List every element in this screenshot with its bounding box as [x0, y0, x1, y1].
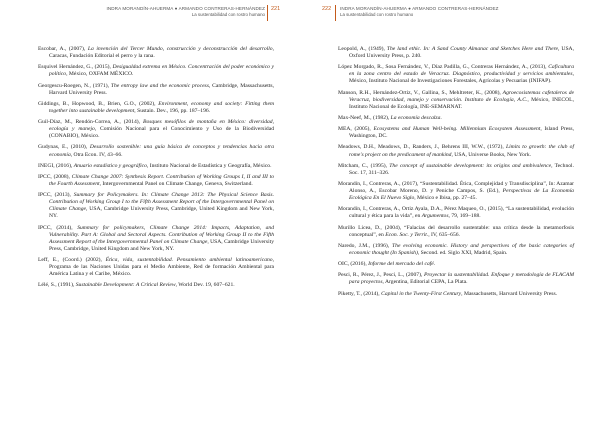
reference-title: The entropy law and the economic process: [110, 82, 209, 89]
reference-publication: , México, Instituto Nacional de Investigaciones Forestales, Agrícolas y Pecuarias (INIFAP).: [349, 71, 574, 85]
reference-publication: , Intergovernmental Panel on Climate Change, Geneva, Switzerland.: [99, 181, 253, 188]
reference-authors: Mitcham, C., (1995),: [338, 162, 390, 169]
reference-publication: , Otra Econ. IV, 43–66.: [70, 151, 123, 158]
reference-publication: , IV, 635–656.: [428, 231, 460, 238]
reference-authors: Leff, E., (Coord.) (2002),: [38, 257, 106, 263]
reference-authors: López Morgado, R., Sosa Fernández, V., Díaz Padilla, G., Contreras Hernández, A., (2013),: [338, 64, 549, 71]
reference-publication: , Technol. Soc. 17, 311–326.: [349, 162, 574, 176]
reference-publication: , USA, Oxford University Press, p. 240.: [349, 46, 574, 60]
reference-title: Caficultura en la zona centro del estado de Veracruz. Diagnóstico, productividad y servicios ambientales: [349, 64, 574, 78]
reference-title: Limits to growth: the club of rome's project on the predicament of mankind: [349, 144, 574, 158]
reference-entry: [338, 291, 574, 298]
page-number: 221: [271, 6, 281, 12]
reference-entry: [38, 119, 274, 140]
running-header: [340, 6, 510, 28]
reference-publication: , México, INECOL, Instituto Nacional de Ecología, INE-SEMARNAT.: [349, 96, 574, 110]
reference-authors: MEA, (2005),: [338, 126, 374, 133]
reference-authors: Georgescu-Roegen, N., (1971),: [38, 82, 111, 89]
reference-title: Capital in the Twenty-First Century: [381, 290, 462, 297]
reference-authors: Gudynas, E., (2010),: [38, 144, 90, 151]
reference-title: Ética, vida, sustentabilidad. Pensamiento ambiental latinoamericano: [105, 257, 273, 263]
reference-publication: , México, OXFAM MÉXICO.: [66, 71, 134, 78]
reference-title: Desarrollo sostenible: una guía básica de conceptos y tendencias hacia otra economía: [49, 144, 274, 158]
reference-publication: , Instituto Nacional de Estadística y Geografía, México.: [146, 162, 272, 169]
reference-title: Agroecosistemas cafetaleros de Veracruz, biodiversidad, manejo y conservación. Instituto de Ecología, A.C.: [349, 89, 574, 103]
reference-authors: Naredo, J.M., (1996),: [338, 242, 393, 249]
header-divider: [267, 5, 268, 21]
reference-publication: , USA, Cambridge University Press, Cambridge, United Kingdom and New York, NY.: [49, 206, 274, 220]
running-header: [100, 6, 265, 28]
reference-authors: Manson, R.H., Hernández-Ortiz, V., Gallina, S., Mehltreter, K., (2008),: [338, 89, 503, 96]
reference-publication: , USA, Universe Books, New York.: [451, 151, 532, 158]
reference-authors: IPCC, (2008),: [38, 173, 72, 180]
reference-entry: [338, 126, 574, 140]
right-page: [300, 0, 600, 440]
reference-title: Econ. Soc. y Territ.: [385, 231, 429, 238]
reference-publication: , Cambridge, Massachusetts, Harvard University Press.: [49, 82, 274, 96]
header-title: La sustentabilidad con rostro humano: [340, 12, 414, 17]
reference-entry: [38, 101, 274, 115]
reference-entry: [338, 261, 574, 268]
reference-title: La invención del Tercer Mundo, construcción y deconstrucción del desarrollo: [87, 46, 273, 52]
reference-title: Proyectar la sustentabilidad. Enfoque y metodología de FLACAM para proyectos: [349, 272, 574, 286]
reference-authors: Leopold, A., (1949),: [338, 46, 387, 52]
reference-title: The land ethic. In: A Sand County Almanac and Sketches Here and There: [386, 46, 559, 52]
reference-authors: IPCC, (2013),: [38, 192, 74, 199]
reference-publication: , World Dev. 19, 607–621.: [175, 282, 235, 289]
reference-title: Sustainable Development: A Critical Review: [75, 282, 176, 289]
reference-entry: [38, 64, 274, 78]
reference-entry: [338, 243, 574, 257]
reference-entry: [338, 64, 574, 85]
reference-publication: .: [440, 114, 442, 121]
reference-title: Anuario estadístico y geográfico: [73, 162, 147, 169]
reference-entry: [338, 144, 574, 158]
reference-list: [38, 46, 274, 294]
header-divider: [335, 5, 336, 21]
reference-publication: .: [433, 261, 436, 268]
reference-entry: [338, 115, 574, 122]
reference-authors: IPCC, (2014),: [38, 224, 78, 231]
reference-publication: , USA, Cambridge University Press, Cambridge, United Kingdom and New York, NY.: [49, 238, 274, 252]
reference-authors: Pesci, R., Pérez, J., Pesci, L., (2007),: [338, 272, 425, 279]
reference-authors: Escobar, A., (2007),: [38, 46, 88, 52]
reference-publication: , Programa de las Naciones Unidas para el Medio Ambiente, Red de formación Ambiental para América Latina y el Caribe, México.: [49, 257, 274, 278]
reference-entry: [38, 225, 274, 253]
reference-authors: Lélé, S., (1991),: [38, 282, 76, 289]
reference-authors: Murillo Licea, D., (2004), “Falacias del desarrollo sustentable: una crítica desde la metamorfosis conceptual”, en: [338, 224, 574, 238]
reference-entry: [38, 282, 274, 289]
reference-entry: [38, 163, 274, 170]
reference-entry: [338, 163, 574, 177]
reference-authors: Max-Neef, M., (1982),: [338, 114, 391, 121]
header-authors: INDRA MORANDÍN-AHUERMA ● ARMANDO CONTRERAS-HERNÁNDEZ: [340, 6, 499, 11]
reference-authors: Morandín, I., Contreras, A., (2017), “Sustentabilidad. Ética, Complejidad y Transdisciplina”, In: Azamar Alonso, A., Escobar Moreno, D. y Peniche Campos, S. (Ed.),: [338, 181, 574, 195]
reference-title: The concept of sustainable development: its origins and ambivalence: [389, 162, 552, 169]
reference-title: Argumentos: [421, 213, 449, 220]
reference-title: Summary for policymakers, Climate Change 2014: Impacts, Adaptation, and Vulnerability. Part A: Global and Sectoral Aspects. Contribution of Working Group II to the Fifth Assessment Report of the Intergovernmental Panel on Climate Change: [49, 224, 275, 245]
reference-authors: Morandín, I., Contreras, A., Ortiz Ayala, D.A., Pérez Maqueo, O., (2015), “La sustentabilidad, evolución cultural y ética para la vida”, en: [338, 206, 574, 220]
reference-publication: , Island Press, Washington, DC.: [349, 126, 574, 140]
reference-authors: Esquivel Hernández, G., (2015),: [38, 64, 113, 71]
reference-title: Climate Change 2007: Synthesis Report. Contribution of Working Groups I, II and III to the Fourth Assessment: [49, 173, 275, 188]
reference-title: Informe del mercado del café: [368, 261, 434, 268]
page-number: 222: [322, 6, 332, 12]
reference-authors: Piketty, T., (2014),: [338, 290, 382, 297]
reference-entry: [338, 46, 574, 60]
reference-publication: , México e Ibisa, pp. 27–45.: [414, 195, 477, 202]
reference-authors: OIC, (2016),: [338, 261, 369, 268]
reference-entry: [38, 174, 274, 188]
reference-entry: [38, 46, 274, 60]
reference-publication: , Comisión Nacional para el Conocimiento y Uso de la Biodiversidad (CONABIO), México.: [49, 126, 274, 140]
reference-title: The evolving economic. History and perspectives of the basic categories of economic thought (In Spanish): [349, 242, 574, 256]
header-title: La sustentabilidad con rostro humano: [191, 12, 265, 17]
reference-entry: [38, 144, 274, 158]
reference-publication: , Second. ed. Siglo XXI, Madrid, Spain.: [417, 249, 508, 256]
reference-entry: [38, 192, 274, 220]
reference-publication: , Caracas, Fundación Editorial el perro y la rana.: [49, 46, 274, 60]
reference-title: Desigualdad extrema en México. Concentración del poder económico y político: [49, 64, 274, 78]
reference-publication: , Argentina, Editorial CEPA, La Plata.: [382, 279, 468, 286]
reference-entry: [338, 225, 574, 239]
reference-entry: [338, 181, 574, 202]
reference-authors: Meadows, D.H., Meadows, D., Randers, J., Behrens III, W.W., (1972),: [338, 144, 507, 151]
reference-entry: [338, 272, 574, 286]
reference-title: Bosques mesófilos de montaña en México: diversidad, ecología y manejo: [49, 119, 275, 133]
reference-title: Perspectivas de La Economía Ecológica En El Nuevo Siglo: [349, 188, 574, 202]
reference-publication: , Sustain. Dev., 196, pp. 187–196.: [134, 107, 211, 114]
reference-publication: , Massachusetts, Harvard University Press.: [461, 290, 558, 297]
reference-entry: [338, 90, 574, 111]
header-authors: INDRA MORANDÍN-AHUERMA ● ARMANDO CONTRERAS-HERNÁNDEZ: [106, 6, 265, 11]
reference-list: [338, 46, 574, 302]
reference-entry: [338, 206, 574, 220]
reference-authors: Guil-Díaz, M., Rendón-Correa, A., (2014),: [38, 119, 144, 126]
reference-authors: Giddings, B., Hopwood, B., Brien, G.O., (2002),: [38, 100, 159, 107]
reference-authors: INEGI, (2016),: [38, 162, 74, 169]
reference-title: Environment, economy and society: Fitting them together into sustainable development: [49, 100, 274, 114]
reference-entry: [38, 83, 274, 97]
reference-title: La economía descalza: [390, 114, 441, 121]
reference-entry: [38, 257, 274, 278]
reference-title: Ecosystems and Human Well-being. Millennium Ecosystem Assessment: [373, 126, 541, 133]
reference-title: Summary for Policymakers. In: Climate Change 2013: The Physical Science Basis. Contribution of Working Group I to the Fifth Assessment Report of the Intergovernmental Panel on Climate Change: [49, 192, 274, 213]
reference-publication: , 79, 169–188.: [448, 213, 481, 220]
